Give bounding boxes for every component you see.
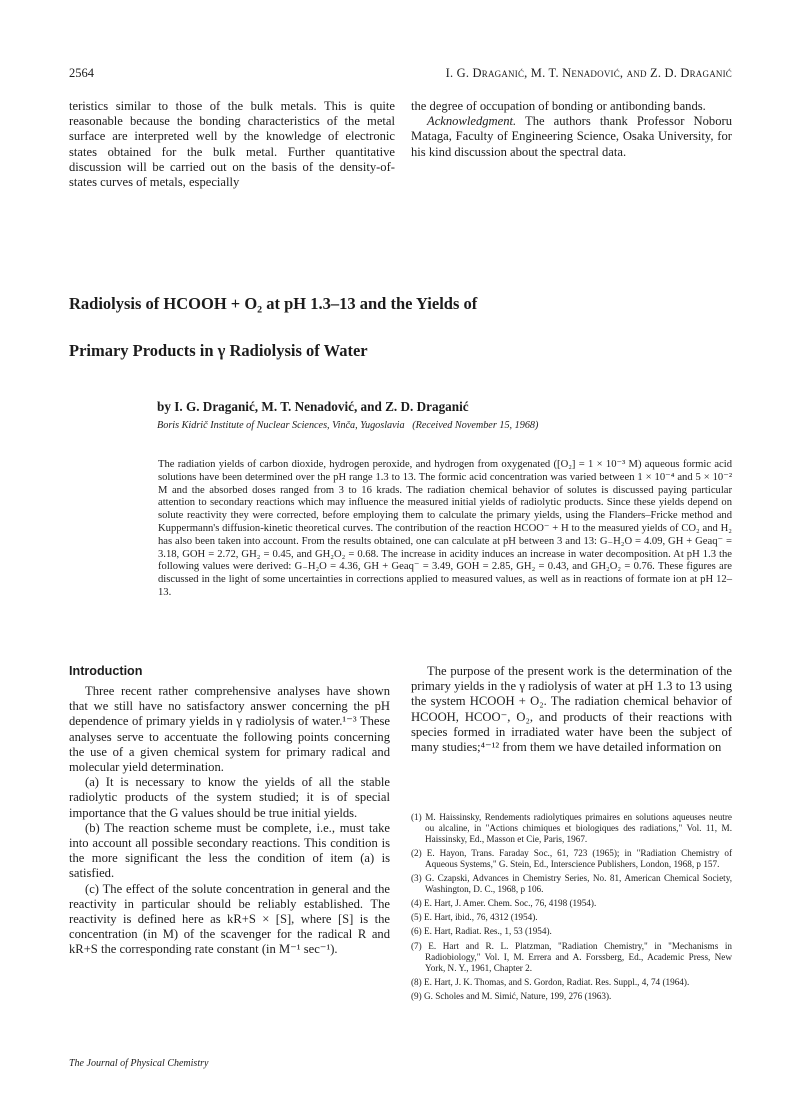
previous-article-left-column [69, 99, 395, 190]
acknowledgment-text: The authors thank Professor Noboru Mataga, Faculty of Engineering Science, Osaka University, for his kind discussion about the spectral data. [411, 114, 732, 159]
reference-item: (7) E. Hart and R. L. Platzman, "Radiation Chemistry," in "Mechanisms in Radiobiology," Vol. I, M. Errera and A. Forssberg, Ed., Academic Press, New York, N. Y., 1961, Chapter 2. [411, 940, 732, 973]
affiliation-line [157, 420, 538, 431]
reference-item: (8) E. Hart, J. K. Thomas, and S. Gordon, Radiat. Res. Suppl., 4, 74 (1964). [411, 976, 690, 987]
reference-item: (1) M. Haissinsky, Rendements radiolytiques primaires en solutions aqueuses neutre ou alcaline, in "Actions chimiques et biologiques des radiations," Vol. 11, M. Haissinsky, Ed., Masson et Cie, Paris, 1967. [411, 812, 732, 844]
affiliation: Boris Kidrič Institute of Nuclear Sciences, Vinča, Yugoslavia [157, 420, 405, 431]
received-date: (Received November 15, 1968) [412, 420, 539, 431]
intro-paragraph-a: (a) It is necessary to know the yields of all the stable radiolytic products of the system studied; it is of special importance that the G values should be true initial yields. [69, 775, 390, 820]
intro-paragraph-c: (c) The effect of the solute concentration in general and the reactivity in particular should be reliably established. The reactivity is defined here as kR+S × [S], where [S] is the concentration (in M) of the scavenger for the radical R and kR+S the corresponding rate constant (in M⁻¹ sec⁻¹). [69, 881, 390, 957]
author-list: by I. G. Draganić, M. T. Nenadović, and Z. D. Draganić [157, 399, 469, 414]
reference-item: (2) E. Hayon, Trans. Faraday Soc., 61, 723 (1965); in "Radiation Chemistry of Aqueous Systems," G. Stein, Ed., Interscience Publishers, London, 1968, p 157. [411, 848, 732, 870]
acknowledgment [411, 114, 732, 160]
article-title-line-2: Primary Products in γ Radiolysis of Water [69, 341, 368, 360]
reference-item: (3) G. Czapski, Advances in Chemistry Series, No. 81, American Chemical Society, Washington, D. C., 1968, p 106. [411, 873, 732, 895]
reference-item: (6) E. Hart, Radiat. Res., 1, 53 (1954). [411, 926, 552, 937]
journal-footer: The Journal of Physical Chemistry [69, 1058, 209, 1069]
reference-item: (4) E. Hart, J. Amer. Chem. Soc., 76, 4198 (1954). [411, 898, 597, 909]
previous-article-right-column [411, 99, 732, 160]
introduction-left-column [69, 684, 390, 958]
introduction-heading: Introduction [69, 664, 143, 678]
reference-item: (9) G. Scholes and M. Simić, Nature, 199, 276 (1963). [411, 990, 612, 1001]
reference-list [411, 812, 732, 1005]
acknowledgment-label: Acknowledgment. [427, 114, 517, 129]
abstract: The radiation yields of carbon dioxide, hydrogen peroxide, and hydrogen from oxygenated ([O₂] = 1 × 10⁻³ M) aqueous formic acid solutions have been determined over the pH range 1.3 to 13. The formic acid concentration was varied between 1 × 10⁻⁴ and 5 × 10⁻² M and the absorbed doses ranged from 3 to 16 krads. The radiation chemical behavior of solutes is discussed paying particular attention to secondary reactions which may influence the measured initial yields of radiolytic products. Since these yields depend on solute reactivity they were corrected, before employing them to calculate the primary yields, using the Flanders–Fricke method and Kuppermann's diffusion-kinetic theoretical curves. The contribution of the reaction HCOO⁻ + H to the measured yields of CO₂ and H₂ has also been taken into account. From the results obtained, one can calculate at pH between 3 and 13: G₋H₂O = 4.09, GH + Geaq⁻ = 3.18, GOH = 2.72, GH₂ = 0.45, and GH₂O₂ = 0.68. The increase in acidity induces an increase in water decomposition. At pH 1.3 the following values were derived: G₋H₂O = 4.36, GH + Geaq⁻ = 3.49, GOH = 2.85, GH₂ = 0.43, and GH₂O₂ = 0.76. These figures are discussed in the light of some uncertainties in corrections applied to measured values, as well as in reactions of formate ion at pH 12–13. [158, 459, 732, 598]
intro-paragraph-1: Three recent rather comprehensive analyses have shown that we still have no satisfactory answer concerning the pH dependence of primary yields in γ radiolysis of water.¹⁻³ These analyses serve to accentuate the following points concerning the use of a given chemical system for primary radical and molecular yield determination. [69, 684, 390, 775]
article-title-line-1: Radiolysis of HCOOH + O₂ at pH 1.3–13 and the Yields of [69, 294, 478, 313]
introduction-right-column [411, 664, 732, 755]
previous-article-text: teristics similar to those of the bulk metals. This is quite reasonable because the bonding characteristics of the metal surface are interpreted well by the knowledge of electronic states obtained for the bulk metal. Further quantitative discussion will be carried out on the basis of the density-of-states curves of metals, especially [69, 99, 395, 190]
previous-article-continuation: the degree of occupation of bonding or antibonding bands. [411, 99, 706, 113]
intro-purpose-paragraph: The purpose of the present work is the determination of the primary yields in the γ radiolysis of water at pH 1.3 to 13 using the system HCOOH + O₂. The radiation chemical behavior of HCOOH, HCOO⁻, O₂, and products of their reactions with species formed in irradiated water have been the subject of many studies;⁴⁻¹² from them we have detailed information on [411, 664, 732, 755]
reference-item: (5) E. Hart, ibid., 76, 4312 (1954). [411, 912, 538, 923]
page-number: 2564 [69, 66, 94, 80]
intro-paragraph-b: (b) The reaction scheme must be complete, i.e., must take into account all possible secondary reactions. This condition is the more significant the less the condition of item (a) is satisfied. [69, 820, 390, 881]
running-head: I. G. Draganić, M. T. Nenadović, and Z. D. Draganić [445, 66, 732, 80]
